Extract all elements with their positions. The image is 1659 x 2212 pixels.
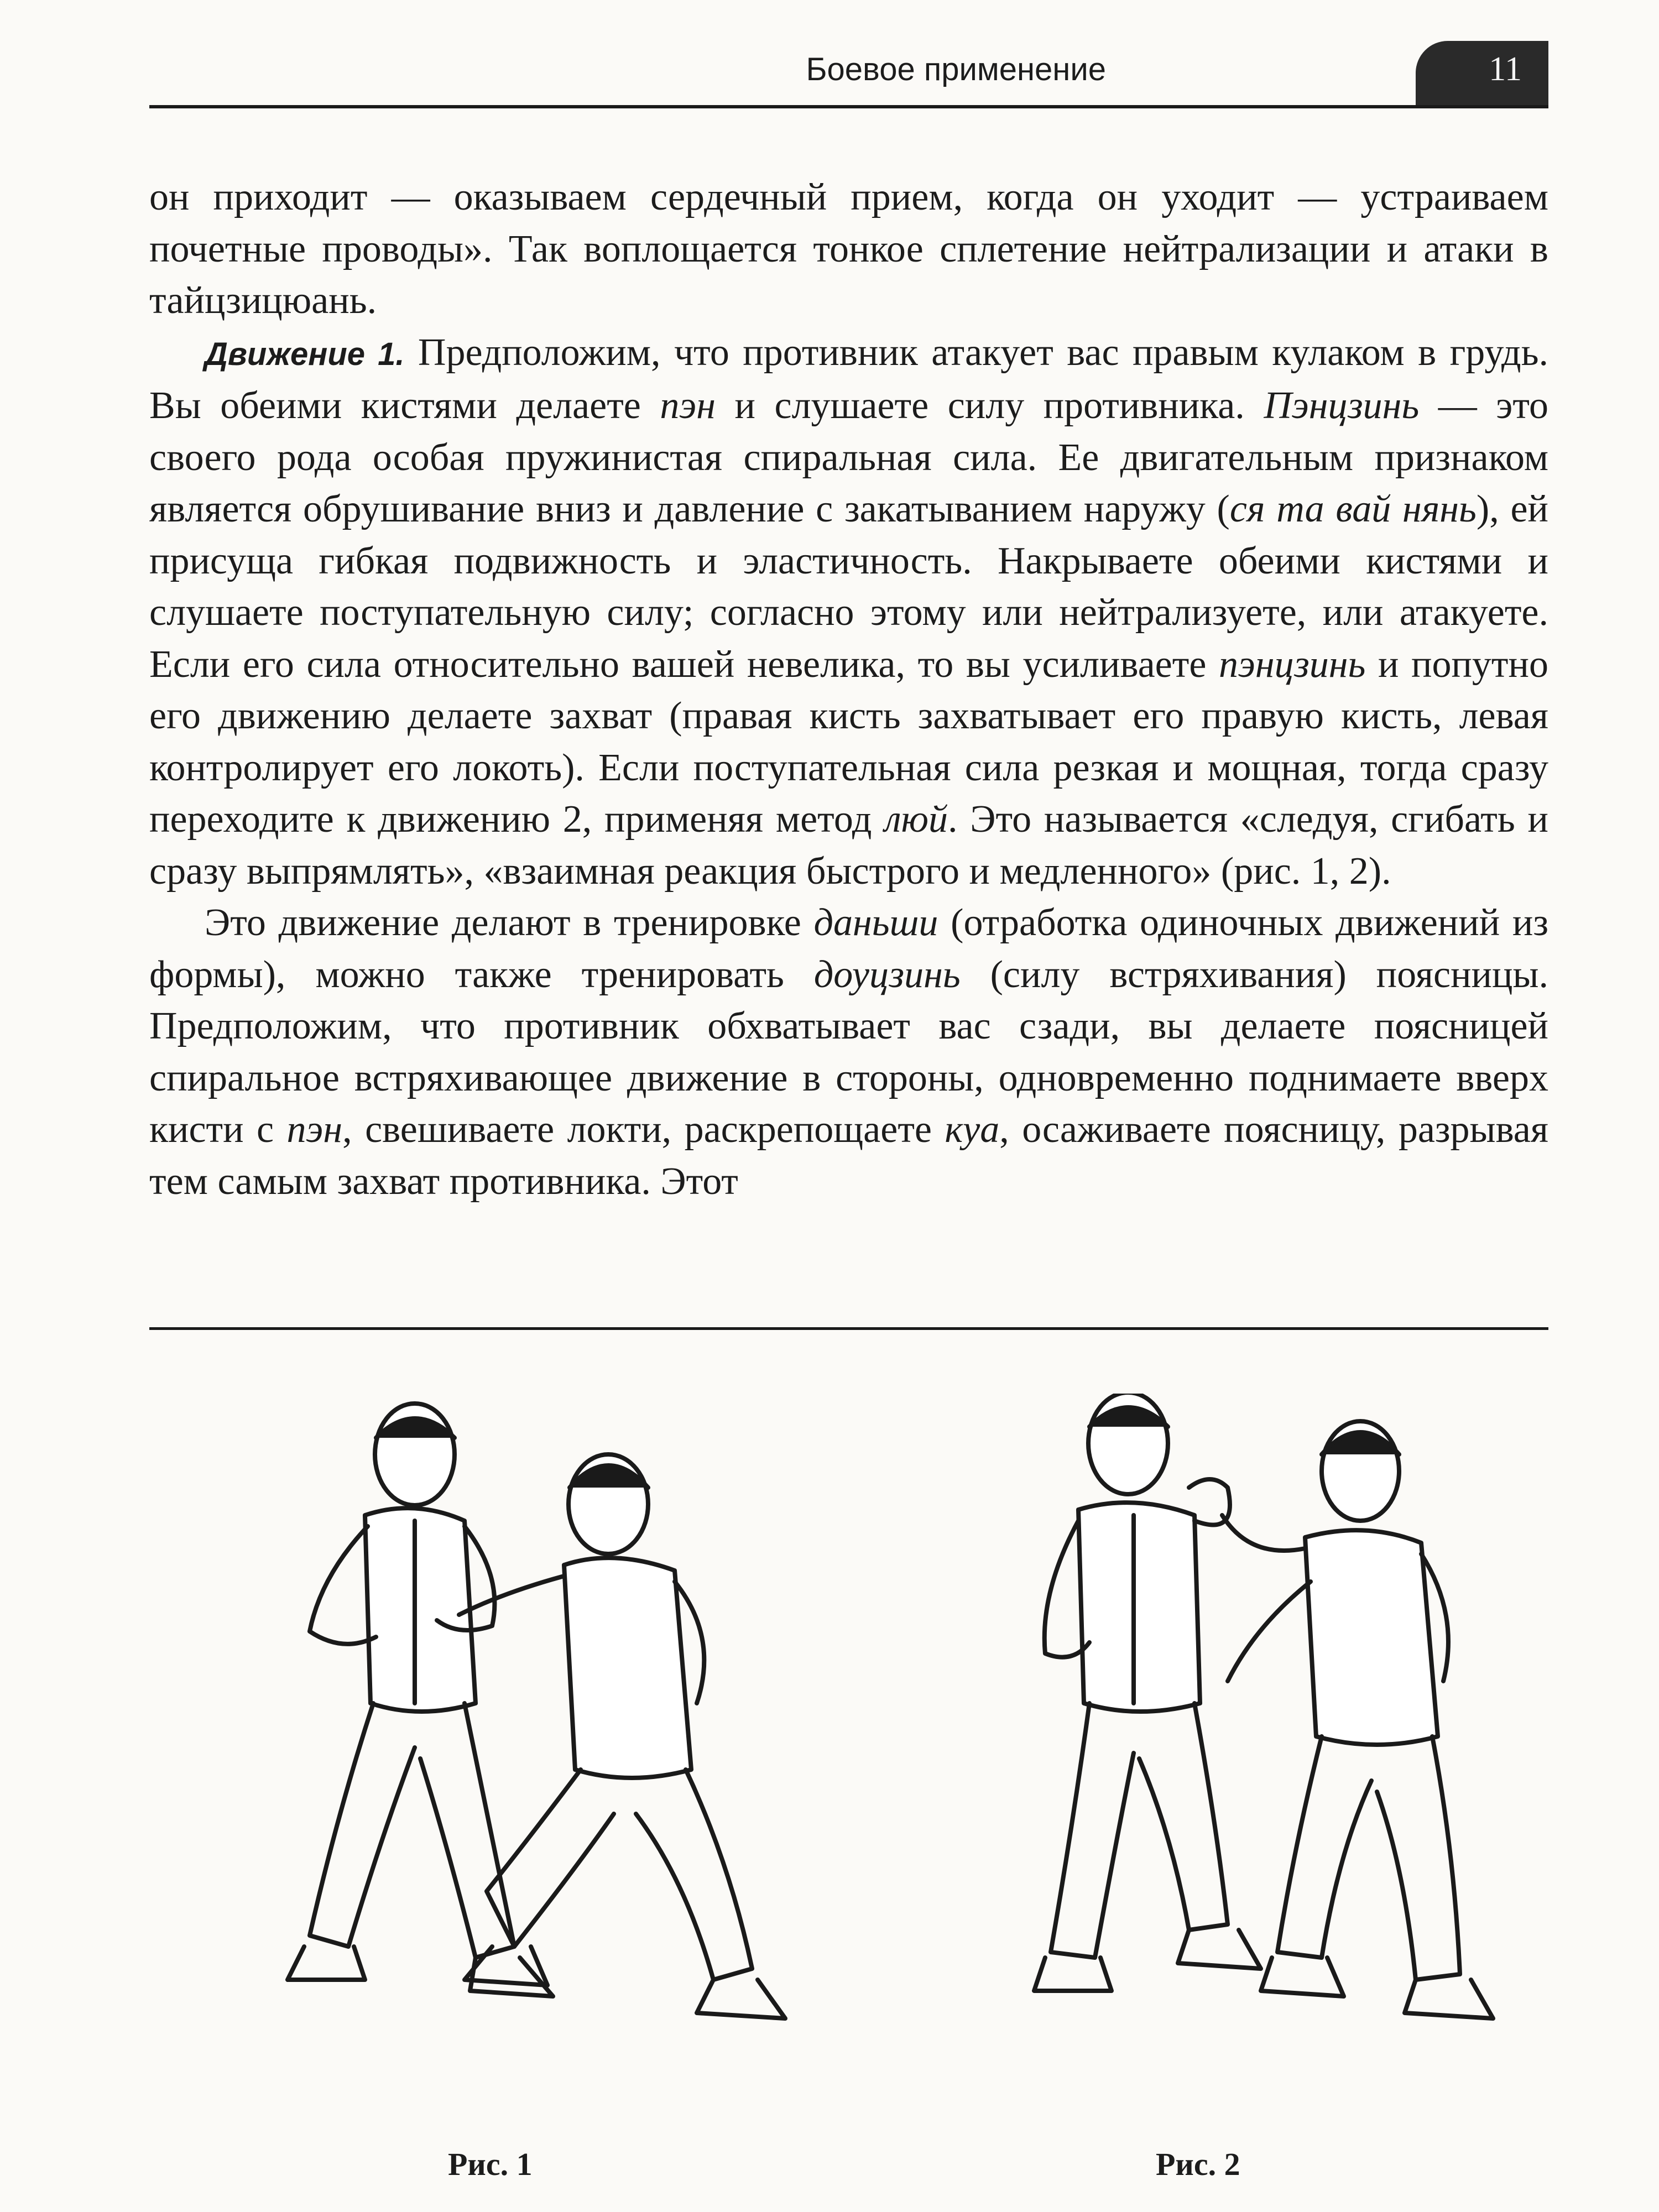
text-run: ), ей присуща гибкая подвижность и эластичность. Накрываете обеими кистями и слушаете поступательную силу; согласно этому или нейтрализуете, или атакуете. Если его сила относительно вашей невелика, то вы усиливаете — [149, 488, 1548, 686]
text-run: (силу встряхивания) поясницы. Предположим, что противник обхватывает вас сзади, вы делаете поясницей спиральное встряхивающее движение в стороны, одновременно поднимаете вверх кисти с — [149, 953, 1548, 1151]
movement-1-heading: Движение 1. — [205, 336, 405, 372]
text-run: и попутно его движению делаете захват (правая кисть захватывает его правую кисть, левая контролирует его локоть). Если поступательная сила резкая и мощная, тогда сразу переходите к движению 2, применяя метод — [149, 643, 1548, 841]
paragraph-1-text: он приходит — оказываем сердечный прием, когда он уходит — устраиваем почетные проводы». Так воплощается тонкое сплетение нейтрализации и атаки в тайцзицюань. — [149, 176, 1548, 322]
term-peng: пэн — [286, 1108, 343, 1151]
term-lu: люй — [884, 798, 948, 841]
term-pengjin: пэнцзинь — [1219, 643, 1366, 686]
term-kua: куа — [945, 1108, 1000, 1151]
term-danshi: даньши — [813, 901, 938, 944]
running-header — [149, 44, 1548, 108]
text-bottom-rule — [149, 1327, 1548, 1330]
text-run: Это движение делают в тренировке — [205, 901, 814, 944]
header-title: Боевое применение — [806, 51, 1106, 87]
figure-1-caption: Рис. 1 — [448, 2146, 533, 2182]
text-run: и слушаете силу противника. — [715, 384, 1264, 427]
paragraph-2 — [149, 327, 1548, 898]
text-run: . Это называется «следуя, сгибать и сразу выпрямлять», «взаимная реакция быстрого и медленного» (рис. 1, 2). — [149, 798, 1548, 893]
term-peng: пэн — [660, 384, 716, 427]
figure-2-caption: Рис. 2 — [1156, 2146, 1240, 2182]
text-run: , осаживаете поясницу, разрывая тем самым захват противника. Этот — [149, 1108, 1548, 1203]
page-number: 11 — [1489, 50, 1522, 88]
paragraph-3 — [149, 897, 1548, 1207]
term-pengjin: Пэнцзинь — [1264, 384, 1420, 427]
text-run: (отработка одиночных движений из формы), можно также тренировать — [149, 901, 1548, 996]
term-doujin: доуцзинь — [813, 953, 961, 996]
term-xia-ta-wai-nian: ся та вай нянь — [1229, 488, 1477, 530]
figure-1-illustration — [254, 1394, 807, 2112]
figure-1-drawing — [254, 1394, 807, 2046]
paragraph-1 — [149, 171, 1548, 327]
text-run: — это своего рода особая пружинистая спиральная сила. Ее двигательным признаком является обрушивание вниз и давление с закатыванием наружу ( — [149, 384, 1548, 530]
text-run: , свешиваете локти, раскрепощаете — [342, 1108, 945, 1151]
page-number-tab — [1416, 41, 1548, 105]
text-run: Предположим, что противник атакует вас правым кулаком в грудь. Вы обеими кистями делаете — [149, 331, 1548, 427]
body-text — [149, 171, 1548, 1207]
figure-2-drawing — [1018, 1394, 1571, 2046]
figure-2-illustration — [1018, 1394, 1571, 2112]
